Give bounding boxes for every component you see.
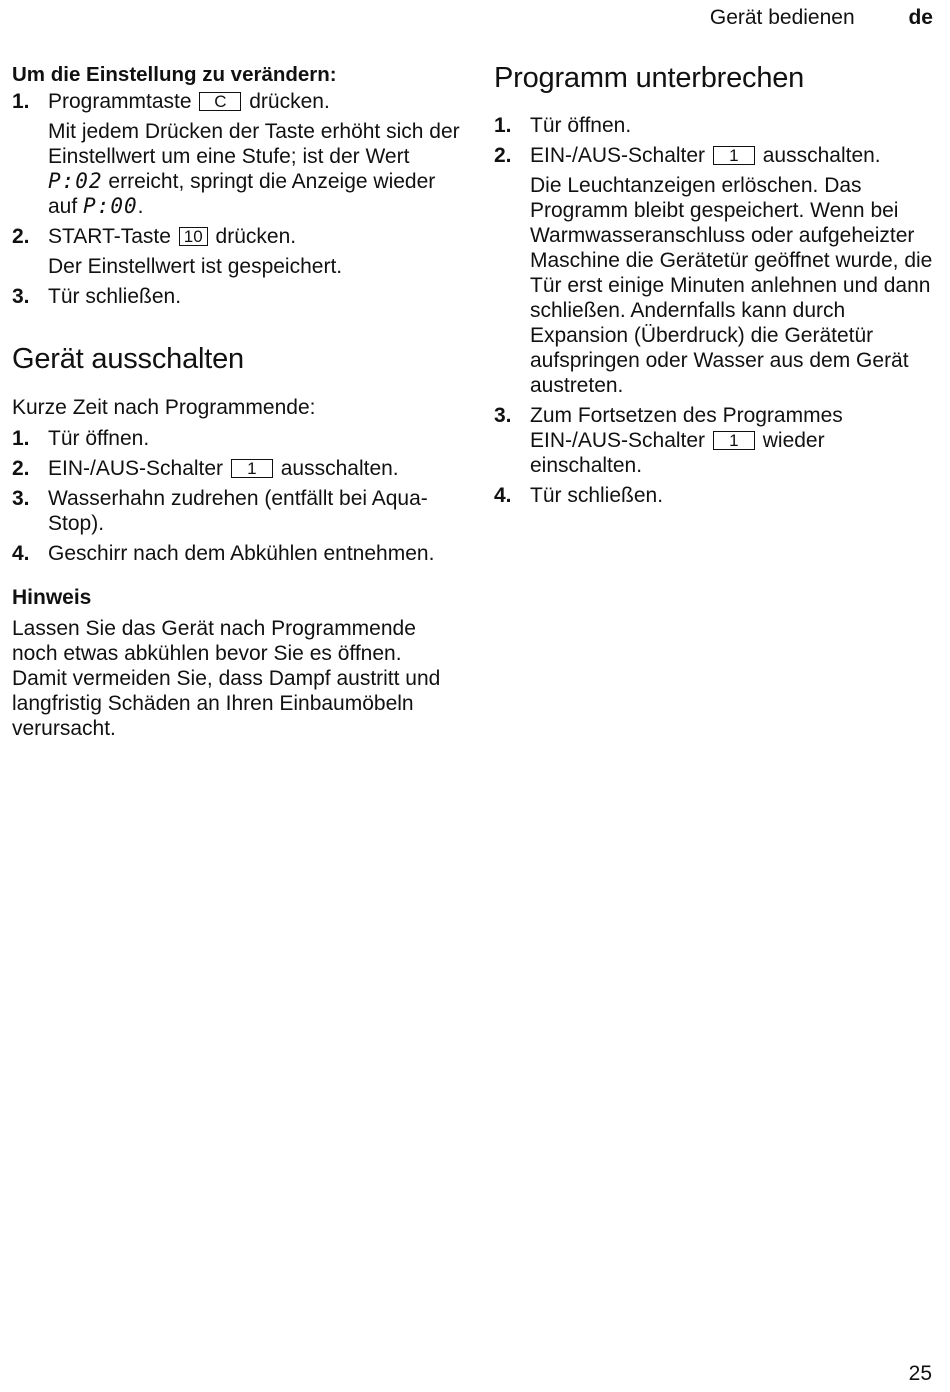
section-heading-programm-unterbrechen: Programm unterbrechen <box>494 62 805 94</box>
off-step-3 <box>12 486 462 536</box>
step-text-pre: EIN-/AUS-Schalter <box>48 457 224 480</box>
step-number: 1. <box>12 427 30 450</box>
hinweis-text: Lassen Sie das Gerät nach Programmende noch etwas abkühlen bevor Sie es öffnen. Damit vermeiden Sie, dass Dampf austritt und langfristig Schäden an Ihren Einbaumöbeln verursacht. <box>12 617 441 740</box>
step-text <box>530 143 934 168</box>
step-text <box>48 456 462 481</box>
step-text: Tür öffnen. <box>48 427 150 450</box>
off-step-4 <box>12 541 462 566</box>
change-step-1-note <box>48 119 462 219</box>
note-text-pre: Mit jedem Drücken der Taste erhöht sich der Einstellwert um eine Stufe; ist der Wert <box>48 120 460 168</box>
note-text-mid: erreicht, springt die Anzeige wieder auf <box>48 170 436 218</box>
off-step-2 <box>12 456 462 481</box>
change-step-1 <box>12 89 462 114</box>
step-text-pre: START-Taste <box>48 225 171 248</box>
step-number: 1. <box>12 90 30 113</box>
change-step-2-note: Der Einstellwert ist gespeichert. <box>48 255 343 278</box>
key-10-icon: 10 <box>179 227 208 246</box>
step-number: 1. <box>494 114 512 137</box>
step-text <box>530 403 934 478</box>
step-number: 4. <box>494 484 512 507</box>
step-text: Geschirr nach dem Abkühlen entnehmen. <box>48 542 435 565</box>
step-text: Wasserhahn zudrehen (entfällt bei Aqua-Stop). <box>48 487 428 535</box>
step-number: 2. <box>494 144 512 167</box>
running-header <box>710 6 933 30</box>
step-number: 3. <box>12 285 30 308</box>
interrupt-step-4 <box>494 483 934 508</box>
left-column <box>12 60 462 741</box>
step-text-post: wieder einschalten. <box>530 429 825 477</box>
step-number: 2. <box>12 225 30 248</box>
step-text <box>48 89 462 114</box>
step-number: 3. <box>494 404 512 427</box>
interrupt-step-2-note: Die Leuchtanzeigen erlöschen. Das Programm bleibt gespeichert. Wenn bei Warmwasseranschluss oder aufgeheizter Maschine die Gerätetür geöffnet wurde, die Tür erst einige Minuten anlehnen und dann schließen. Andernfalls kann durch Expansion (Überdruck) die Gerätetür aufspringen oder Wasser aus dem Gerät austreten. <box>530 174 933 397</box>
key-1-icon: 1 <box>713 146 755 165</box>
key-1-icon: 1 <box>231 459 273 478</box>
change-step-3 <box>12 284 462 309</box>
key-c-icon: C <box>199 92 241 111</box>
display-value-p00: P:00 <box>83 194 138 218</box>
interrupt-step-2 <box>494 143 934 168</box>
step-text-pre: Zum Fortsetzen des Programmes EIN-/AUS-Schalter <box>530 404 843 452</box>
step-number: 2. <box>12 457 30 480</box>
step-text-post: drücken. <box>215 225 297 248</box>
section-intro: Kurze Zeit nach Programmende: <box>12 396 316 419</box>
page-number: 25 <box>908 1362 932 1385</box>
step-number: 4. <box>12 542 30 565</box>
step-text <box>48 224 462 249</box>
interrupt-step-3 <box>494 403 934 478</box>
right-column <box>494 60 934 513</box>
key-1-icon: 1 <box>713 431 755 450</box>
header-section-title: Gerät bedienen <box>709 6 855 29</box>
step-text: Tür schließen. <box>530 484 664 507</box>
step-text-pre: Programmtaste <box>48 90 192 113</box>
step-text: Tür öffnen. <box>530 114 632 137</box>
step-text: Tür schließen. <box>48 285 182 308</box>
note-text-end: . <box>137 195 144 218</box>
step-text-post: ausschalten. <box>280 457 399 480</box>
step-text-post: ausschalten. <box>762 144 881 167</box>
change-step-2 <box>12 224 462 249</box>
interrupt-step-1 <box>494 113 934 138</box>
hinweis-title: Hinweis <box>12 586 92 609</box>
change-setting-subheading: Um die Einstellung zu verändern: <box>12 63 337 86</box>
display-value-p02: P:02 <box>48 169 103 193</box>
header-language-code: de <box>908 6 933 29</box>
section-heading-geraet-ausschalten: Gerät ausschalten <box>12 343 244 375</box>
step-number: 3. <box>12 487 30 510</box>
off-step-1 <box>12 426 462 451</box>
step-text-post: drücken. <box>249 90 330 113</box>
step-text-pre: EIN-/AUS-Schalter <box>530 144 706 167</box>
